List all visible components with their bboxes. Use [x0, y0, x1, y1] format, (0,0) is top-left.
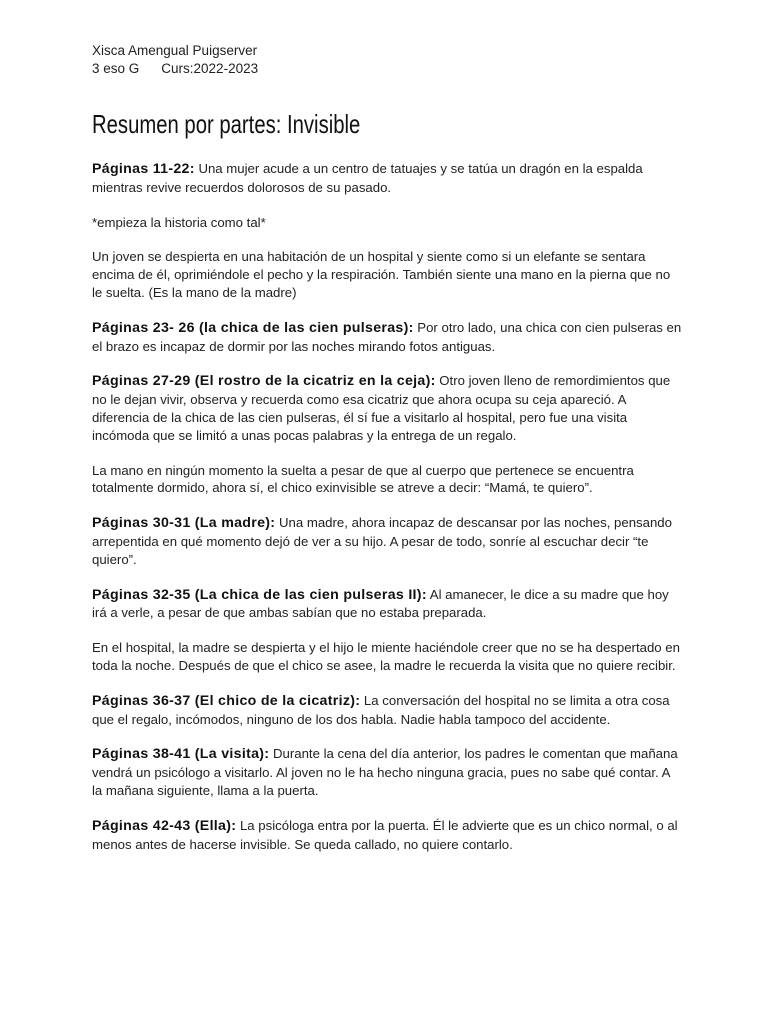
section-text: Durante la cena del día anterior, los padres le comentan que mañana vendrá un psicólogo a visitarlo. Al joven no le ha hecho ninguna gracia, pues no sabe qué contar. A la mañana siguiente, llama a la puerta. — [92, 746, 678, 798]
section-heading: Páginas 38-41 (La visita): — [92, 746, 270, 763]
section-7 — [92, 745, 682, 799]
section-4 — [92, 514, 682, 568]
author-name: Xisca Amengual Puigserver — [92, 43, 258, 58]
section-heading: Páginas 23- 26 (la chica de las cien pulseras): — [92, 319, 414, 336]
section-text: Al amanecer, le dice a su madre que hoy irá a verle, a pesar de que ambas sabían que no estaba preparada. — [92, 586, 669, 621]
course-info — [92, 60, 682, 78]
note-paragraph — [92, 214, 682, 232]
section-heading: Páginas 42-43 (Ella): — [92, 817, 237, 834]
school-year: Curs:2022-2023 — [161, 61, 259, 76]
paragraph-mano — [92, 462, 682, 498]
document-body — [92, 160, 682, 853]
course-label: 3 eso G — [92, 61, 140, 76]
section-text: *empieza la historia como tal* — [92, 214, 266, 230]
section-1 — [92, 160, 682, 197]
section-3 — [92, 372, 682, 444]
section-text: Una mujer acude a un centro de tatuajes y se tatúa un dragón en la espalda mientras revive recuerdos dolorosos de su pasado. — [92, 161, 643, 195]
section-text: Un joven se despierta en una habitación de un hospital y siente como si un elefante se sentara encima de él, oprimiéndole el pecho y la respiración. También siente una mano en la pierna que no le suelta. (Es la mano de la madre) — [92, 249, 671, 300]
section-text: La conversación del hospital no se limita a otra cosa que el regalo, incómodos, ninguno de los dos habla. Nadie habla tampoco del accidente. — [92, 692, 670, 727]
section-text: Por otro lado, una chica con cien pulseras en el brazo es incapaz de dormir por las noches mirando fotos antiguas. — [92, 319, 682, 354]
section-8 — [92, 817, 682, 854]
section-text: Otro joven lleno de remordimientos que no le dejan vivir, observa y recuerda como esa cicatriz que ahora ocupa su ceja apareció. A diferencia de la chica de las cien pulseras, él sí fue a visitarlo al hospital, pero fue una visita incómoda que se limitó a unas pocas palabras y la entrega de un regalo. — [92, 373, 671, 443]
section-5 — [92, 586, 682, 623]
section-text: Una madre, ahora incapaz de descansar por las noches, pensando arrepentida en qué momento dejó de ver a su hijo. A pesar de todo, sonríe al escuchar decir “te quiero”. — [92, 515, 672, 567]
section-heading: Páginas 27-29 (El rostro de la cicatriz en la ceja): — [92, 373, 436, 390]
section-heading: Páginas 30-31 (La madre): — [92, 515, 276, 532]
section-heading: Páginas 36-37 (El chico de la cicatriz): — [92, 692, 361, 709]
section-text: La mano en ningún momento la suelta a pesar de que al cuerpo que pertenece se encuentra totalmente dormido, ahora sí, el chico exinvisible se atreve a decir: “Mamá, te quiero”. — [92, 462, 634, 496]
section-6 — [92, 692, 682, 729]
document-title: Resumen por partes: Invisible — [92, 109, 361, 139]
section-text: En el hospital, la madre se despierta y el hijo le miente haciéndole creer que no se ha despertado en toda la noche. Después de que el chico se asee, la madre le recuerda la visita que no quiere recibir. — [92, 640, 680, 673]
section-text: La psicóloga entra por la puerta. Él le advierte que es un chico normal, o al menos antes de hacerse invisible. Se queda callado, no quiere contarlo. — [92, 817, 678, 852]
paragraph-joven — [92, 248, 682, 301]
section-2 — [92, 319, 682, 356]
section-heading: Páginas 11-22: — [92, 161, 195, 177]
paragraph-hospital — [92, 639, 682, 675]
section-heading: Páginas 32-35 (La chica de las cien pulseras II): — [92, 586, 427, 603]
document-page — [92, 42, 682, 870]
